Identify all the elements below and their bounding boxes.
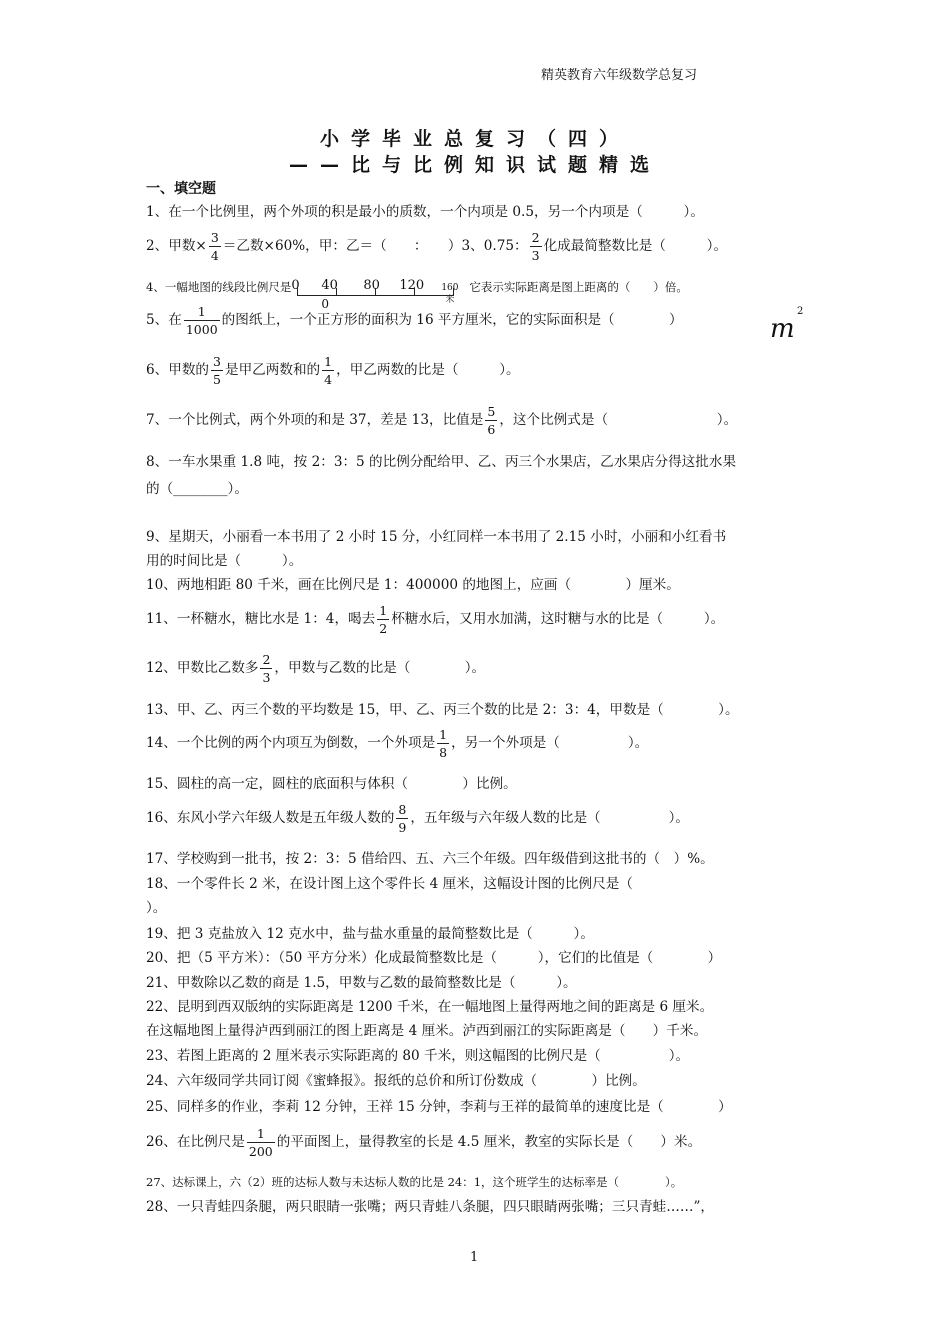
q5-text-b: 的图纸上，一个正方形的面积为 16 平方厘米，它的实际面积是（ ） [221, 312, 683, 328]
q3-text-a: 3、0.75： [461, 238, 528, 254]
unit-superscript: 2 [797, 306, 804, 317]
scale-label-160: 160 [441, 283, 459, 293]
scale-tick [297, 288, 298, 296]
q3-fraction: $\frac{2}{3}$ [531, 230, 540, 263]
question-4 [146, 276, 688, 311]
question-8-line-2: 的（________）。 [146, 481, 248, 497]
q5-text-a: 5、在 [146, 312, 182, 328]
question-19: 19、把 3 克盐放入 12 克水中，盐与盐水重量的最简整数比是（ ）。 [146, 926, 594, 942]
q16-fraction: $\frac{8}{9}$ [398, 802, 407, 835]
question-23: 23、若图上距离的 2 厘米表示实际距离的 80 千米，则这幅图的比例尺是（ ）。 [146, 1048, 690, 1064]
q26-text-b: 的平面图上，量得教室的长是 4.5 厘米，教室的实际长是（ ）米。 [276, 1134, 702, 1150]
title-line-1: 小学毕业总复习（四） [319, 128, 630, 150]
q12-fraction: $\frac{2}{3}$ [262, 652, 271, 685]
question-26 [146, 1125, 701, 1160]
section-title: 一、填空题 [146, 181, 216, 197]
title-line-2: ——比与比例知识试题精选 [288, 154, 661, 176]
scale-zero-mark: 0 [321, 297, 329, 311]
question-10: 10、两地相距 80 千米，画在比例尺是 1：400000 的地图上，应画（ ）厘米。 [146, 577, 680, 593]
question-5 [146, 303, 683, 338]
question-27: 27、达标课上，六（2）班的达标人数与未达标人数的比是 24：1，这个班学生的达标率是（ ）。 [146, 1175, 683, 1189]
question-22-line-1: 22、昆明到西双版纳的实际距离是 1200 千米，在一幅地图上量得两地之间的距离是 6 厘米。 [146, 999, 714, 1015]
question-8-line-1: 8、一车水果重 1.8 吨，按 2：3：5 的比例分配给甲、乙、丙三个水果店，乙水果店分得这批水果 [146, 454, 737, 470]
question-16 [146, 801, 689, 836]
question-22-line-2: 在这幅地图上量得泸西到丽江的图上距离是 4 厘米。泸西到丽江的实际距离是（ ）千米。 [146, 1023, 708, 1039]
q6-text-c: ，甲乙两数的比是（ ）。 [336, 362, 520, 378]
q2-text-a: 2、甲数× [146, 238, 207, 254]
page-number: 1 [470, 1250, 479, 1265]
q14-fraction: $\frac{1}{8}$ [439, 727, 448, 760]
question-20: 20、把（5 平方米）：（50 平方分米）化成最简整数比是（ ），它们的比值是（ ） [146, 950, 722, 966]
question-17: 17、学校购到一批书，按 2：3：5 借给四、五、六三个年级。四年级借到这批书的（ ）%。 [146, 851, 714, 867]
q11-text-b: 杯糖水后，又用水加满，这时糖与水的比是（ ）。 [391, 611, 725, 627]
q11-text-a: 11、一杯糖水，糖比水是 1：4，喝去 [146, 611, 376, 627]
q2-text-b: ＝乙数×60%，甲：乙＝（ ： ） [222, 238, 462, 254]
scale-tick [414, 288, 415, 296]
q4-text-a: 4、一幅地图的线段比例尺是 [146, 280, 292, 294]
question-7 [146, 403, 737, 438]
question-1: 1、在一个比例里，两个外项的积是最小的质数，一个内项是 0.5，另一个内项是（ ）。 [146, 204, 704, 220]
scale-tick [336, 288, 337, 296]
question-9-line-1: 9、星期天，小丽看一本书用了 2 小时 15 分，小红同样一本书用了 2.15 小时，小丽和小红看书 [146, 529, 727, 545]
q16-text-a: 16、东风小学六年级人数是五年级人数的 [146, 810, 395, 826]
q6-text-b: 是甲乙两数和的 [224, 362, 321, 378]
scale-label-80: 80 [363, 278, 380, 293]
q26-text-a: 26、在比例尺是 [146, 1134, 245, 1150]
q7-text-a: 7、一个比例式，两个外项的和是 37，差是 13，比值是 [146, 412, 484, 428]
q12-text-a: 12、甲数比乙数多 [146, 660, 259, 676]
q3-text-b: 化成最简整数比是（ ）。 [543, 238, 728, 254]
q6-fraction-2: $\frac{1}{4}$ [324, 354, 333, 387]
question-12 [146, 651, 485, 686]
question-21: 21、甲数除以乙数的商是 1.5，甲数与乙数的最简整数比是（ ）。 [146, 975, 577, 991]
q4-text-b: 它表示实际距离是图上距离的（ ）倍。 [469, 280, 688, 294]
scale-label-0: 0 [291, 278, 300, 293]
scale-tick [453, 288, 454, 296]
q11-fraction: $\frac{1}{2}$ [379, 603, 388, 636]
q6-fraction-1: $\frac{3}{5}$ [213, 354, 221, 387]
question-13: 13、甲、乙、丙三个数的平均数是 15，甲、乙、丙三个数的比是 2：3：4，甲数是（ ）。 [146, 702, 739, 718]
q5-fraction: $\frac{1}{1000}$ [185, 304, 218, 337]
question-18-line-1: 18、一个零件长 2 米，在设计图上这个零件长 4 厘米，这幅设计图的比例尺是（ [146, 876, 633, 892]
scale-unit: 米 [445, 295, 455, 305]
question-15: 15、圆柱的高一定，圆柱的底面积与体积（ ）比例。 [146, 776, 517, 792]
question-2-3 [146, 229, 727, 264]
scale-tick [375, 288, 376, 296]
question-9-line-2: 用的时间比是（ ）。 [146, 553, 303, 569]
question-18-line-2: ）。 [146, 900, 167, 916]
question-14 [146, 726, 648, 761]
q16-text-b: ，五年级与六年级人数的比是（ ）。 [410, 810, 690, 826]
q12-text-b: ，甲数与乙数的比是（ ）。 [274, 660, 486, 676]
scale-bar [291, 276, 469, 311]
q2-fraction-1: $\frac{3}{4}$ [210, 230, 219, 263]
scale-label-120: 120 [399, 278, 425, 293]
q14-text-a: 14、一个比例的两个内项互为倒数，一个外项是 [146, 735, 436, 751]
question-6 [146, 353, 520, 388]
question-24: 24、六年级同学共同订阅《蜜蜂报》。报纸的总价和所订份数成（ ）比例。 [146, 1073, 646, 1089]
q26-fraction: $\frac{1}{200}$ [248, 1126, 273, 1159]
question-11 [146, 602, 724, 637]
unit-m: m [770, 314, 795, 344]
q6-text-a: 6、甲数的 [146, 362, 210, 378]
page-header: 精英教育六年级数学总复习 [541, 68, 698, 83]
q7-text-b: ，这个比例式是（ ）。 [499, 412, 738, 428]
question-25: 25、同样多的作业，李莉 12 分钟，王祥 15 分钟，李莉与王祥的最简单的速度比是（ ） [146, 1099, 732, 1115]
question-28: 28、一只青蛙四条腿，两只眼睛一张嘴；两只青蛙八条腿，四只眼睛两张嘴；三只青蛙……”， [146, 1199, 714, 1215]
q14-text-b: ，另一个外项是（ ）。 [451, 735, 649, 751]
scale-label-40: 40 [321, 278, 338, 293]
q7-fraction: $\frac{5}{6}$ [487, 404, 496, 437]
